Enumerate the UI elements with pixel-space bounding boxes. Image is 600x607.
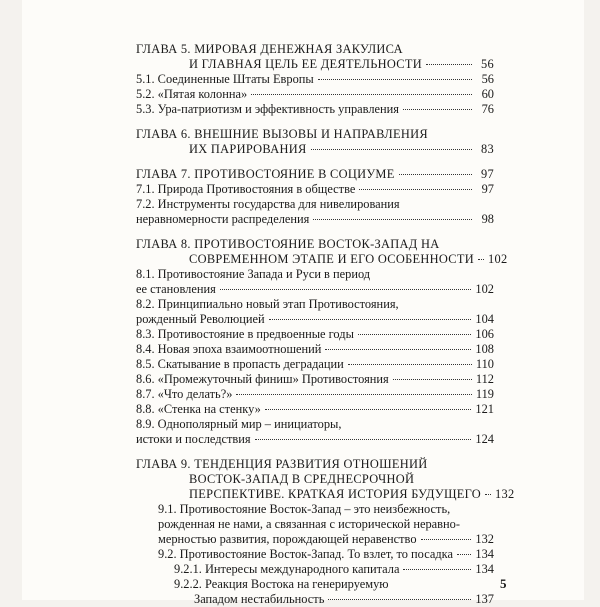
page-ref: 132 [495, 487, 515, 501]
entry-title: 5.1. Соединенные Штаты Европы [136, 72, 314, 86]
entry-title: 8.6. «Промежуточный финиш» Противостояния [136, 372, 389, 386]
leader-dots [485, 494, 491, 495]
book-page [22, 0, 584, 606]
entry-title: 5.2. «Пятая колонна» [136, 87, 248, 101]
page-ref: 76 [481, 102, 494, 116]
toc-entry-5-3[interactable] [136, 102, 494, 117]
chapter-6-title-line1: ГЛАВА 6. ВНЕШНИЕ ВЫЗОВЫ И НАПРАВЛЕНИЯ [136, 127, 428, 141]
page-ref: 124 [475, 432, 494, 446]
toc-entry-9-2-1[interactable] [136, 562, 494, 577]
chapter-6-title-line2: ИХ ПАРИРОВАНИЯ [189, 142, 307, 156]
page-ref: 97 [481, 182, 494, 196]
leader-dots [421, 539, 472, 540]
leader-dots [403, 569, 471, 570]
toc-entry-8-2-line1: 8.2. Принципиально новый этап Противостояния, [136, 297, 399, 311]
leader-dots [393, 379, 472, 380]
toc-entry-5-2[interactable] [136, 87, 494, 102]
page-ref: 60 [481, 87, 494, 101]
toc-entry-8-2[interactable] [136, 312, 494, 327]
leader-dots [348, 364, 472, 365]
entry-title: 8.4. Новая эпоха взаимоотношений [136, 342, 322, 356]
leader-dots [311, 149, 472, 150]
entry-title: 8.8. «Стенка на стенку» [136, 402, 261, 416]
chapter-5-title-line2: И ГЛАВНАЯ ЦЕЛЬ ЕЕ ДЕЯТЕЛЬНОСТИ [189, 57, 422, 71]
entry-title: 9.2.1. Интересы международного капитала [174, 562, 400, 576]
page-ref: 121 [475, 402, 494, 416]
leader-dots [359, 189, 472, 190]
entry-title: неравномерности распределения [136, 212, 310, 226]
leader-dots [325, 349, 471, 350]
toc-entry-8-1[interactable] [136, 282, 494, 297]
leader-dots [236, 394, 471, 395]
toc-entry-9-1[interactable] [136, 532, 494, 547]
entry-title: 9.2. Противостояние Восток-Запад. То взлет, то посадка [158, 547, 453, 561]
toc-entry-9-2-2-line1: 9.2.2. Реакция Востока на генерируемую [174, 577, 389, 591]
toc-entry-8-3[interactable] [136, 327, 494, 342]
toc-entry-7-1[interactable] [136, 182, 494, 197]
page-ref: 108 [475, 342, 494, 356]
entry-title: мерностью развития, порождающей неравенство [158, 532, 417, 546]
page-ref: 102 [487, 252, 508, 266]
leader-dots [478, 259, 484, 260]
toc-entry-8-9-line1: 8.9. Однополярный мир – инициаторы, [136, 417, 342, 431]
toc-entry-9-2[interactable] [136, 547, 494, 562]
page-ref: 56 [481, 57, 494, 71]
entry-title: 7.1. Природа Противостояния в обществе [136, 182, 356, 196]
toc-entry-9-1-line1: 9.1. Противостояние Восток-Запад – это неизбежность, [158, 502, 451, 516]
leader-dots [403, 109, 472, 110]
page-ref: 102 [475, 282, 494, 296]
entry-title: 8.7. «Что делать?» [136, 387, 233, 401]
entry-title: ее становления [136, 282, 216, 296]
toc-entry-7-2[interactable] [136, 212, 494, 227]
chapter-9-title-line2: ВОСТОК-ЗАПАД В СРЕДНЕСРОЧНОЙ [189, 472, 415, 486]
page-ref: 97 [481, 167, 494, 181]
toc-entry-8-5[interactable] [136, 357, 494, 372]
chapter-8-title-line1: ГЛАВА 8. ПРОТИВОСТОЯНИЕ ВОСТОК-ЗАПАД НА [136, 237, 440, 251]
page-ref: 134 [475, 547, 494, 561]
leader-dots [358, 334, 472, 335]
page-ref: 119 [475, 387, 494, 401]
toc-entry-8-1-line1: 8.1. Противостояние Запада и Руси в период [136, 267, 371, 281]
entry-title: рожденный Революцией [136, 312, 265, 326]
leader-dots [251, 94, 472, 95]
table-of-contents [136, 42, 515, 607]
entry-title: 5.3. Ура-патриотизм и эффективность управления [136, 102, 399, 116]
toc-entry-7-2-line1: 7.2. Инструменты государства для нивелирования [136, 197, 400, 211]
page-ref: 110 [475, 357, 494, 371]
toc-entry-5-1[interactable] [136, 72, 494, 87]
chapter-5-entry[interactable] [136, 57, 494, 72]
leader-dots [318, 79, 472, 80]
page-ref: 106 [475, 327, 494, 341]
leader-dots [399, 174, 472, 175]
chapter-7-entry[interactable] [136, 167, 494, 182]
entry-title: 8.5. Скатывание в пропасть деградации [136, 357, 344, 371]
toc-entry-8-9[interactable] [136, 432, 494, 447]
leader-dots [265, 409, 472, 410]
toc-entry-8-8[interactable] [136, 402, 494, 417]
entry-title: 8.3. Противостояние в предвоенные годы [136, 327, 354, 341]
chapter-9-entry[interactable] [136, 487, 515, 502]
chapter-6-entry[interactable] [136, 142, 494, 157]
leader-dots [313, 219, 472, 220]
leader-dots [426, 64, 472, 65]
page-ref: 134 [475, 562, 494, 576]
chapter-8-title-line2: СОВРЕМЕННОМ ЭТАПЕ И ЕГО ОСОБЕННОСТИ [189, 252, 474, 266]
page-number: 5 [500, 576, 507, 591]
chapter-9-title-line1: ГЛАВА 9. ТЕНДЕНЦИЯ РАЗВИТИЯ ОТНОШЕНИЙ [136, 457, 428, 471]
toc-entry-8-6[interactable] [136, 372, 494, 387]
page-ref: 137 [475, 592, 494, 606]
entry-title: Западом нестабильность [194, 592, 325, 606]
page-ref: 98 [481, 212, 494, 226]
chapter-8-entry[interactable] [136, 252, 508, 267]
leader-dots [255, 439, 472, 440]
entry-title: истоки и последствия [136, 432, 251, 446]
page-ref: 104 [475, 312, 494, 326]
page-ref: 56 [481, 72, 494, 86]
toc-entry-8-4[interactable] [136, 342, 494, 357]
chapter-9-title-line3: ПЕРСПЕКТИВЕ. КРАТКАЯ ИСТОРИЯ БУДУЩЕГО [189, 487, 482, 501]
toc-entry-9-1-line2: рожденная не нами, а связанная с исторической неравно- [158, 517, 460, 531]
leader-dots [457, 554, 471, 555]
leader-dots [269, 319, 472, 320]
chapter-7-title: ГЛАВА 7. ПРОТИВОСТОЯНИЕ В СОЦИУМЕ [136, 167, 395, 181]
toc-entry-8-7[interactable] [136, 387, 494, 402]
leader-dots [220, 289, 472, 290]
page-ref: 83 [481, 142, 494, 156]
page-ref: 132 [475, 532, 494, 546]
page-ref: 112 [475, 372, 494, 386]
chapter-5-title-line1: ГЛАВА 5. МИРОВАЯ ДЕНЕЖНАЯ ЗАКУЛИСА [136, 42, 403, 56]
